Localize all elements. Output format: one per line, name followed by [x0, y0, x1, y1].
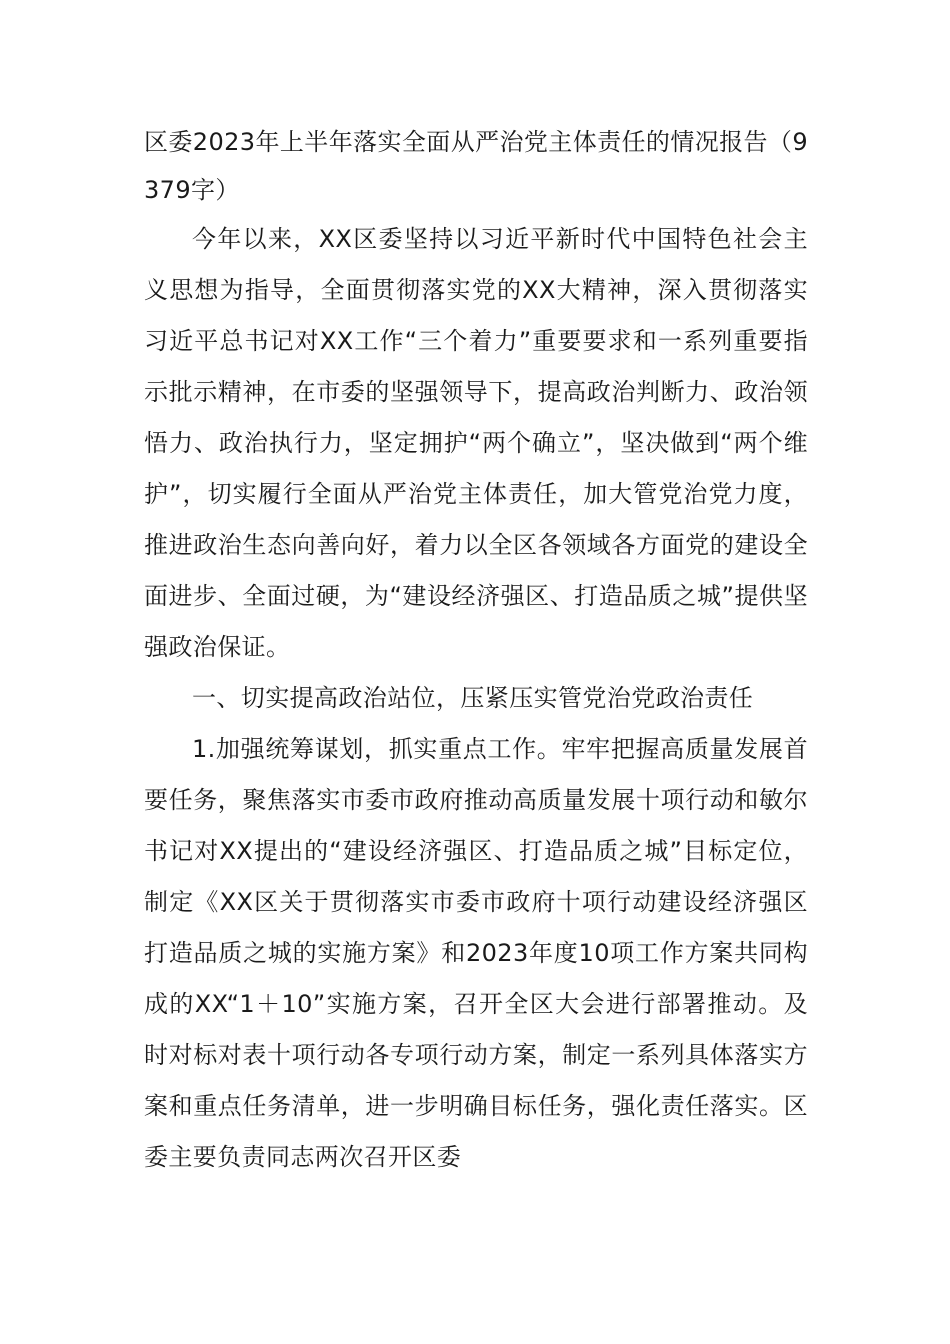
body-paragraph: 1.加强统筹谋划，抓实重点工作。牢牢把握高质量发展首要任务，聚焦落实市委市政府推动高质量发展十项行动和敏尔书记对XX提出的“建设经济强区、打造品质之城”目标定位，制定《XX区关于贯彻落实市委市政府十项行动建设经济强区打造品质之城的实施方案》和2023年度10项工作方案共同构成的XX“1＋10”实施方案，召开全区大会进行部署推动。及时对标对表十项行动各专项行动方案，制定一系列具体落实方案和重点任务清单，进一步明确目标任务，强化责任落实。区委主要负责同志两次召开区委	[144, 735, 808, 1171]
document-title: 区委2023年上半年落实全面从严治党主体责任的情况报告（9379字）	[144, 128, 808, 204]
intro-paragraph: 今年以来，XX区委坚持以习近平新时代中国特色社会主义思想为指导，全面贯彻落实党的XX大精神，深入贯彻落实习近平总书记对XX工作“三个着力”重要要求和一系列重要指示批示精神，在市委的坚强领导下，提高政治判断力、政治领悟力、政治执行力，坚定拥护“两个确立”，坚决做到“两个维护”，切实履行全面从严治党主体责任，加大管党治党力度，推进政治生态向善向好，着力以全区各领域各方面党的建设全面进步、全面过硬，为“建设经济强区、打造品质之城”提供坚强政治保证。	[144, 225, 808, 661]
section-heading: 一、切实提高政治站位，压紧压实管党治党政治责任	[192, 684, 754, 712]
document-page	[144, 118, 808, 1183]
